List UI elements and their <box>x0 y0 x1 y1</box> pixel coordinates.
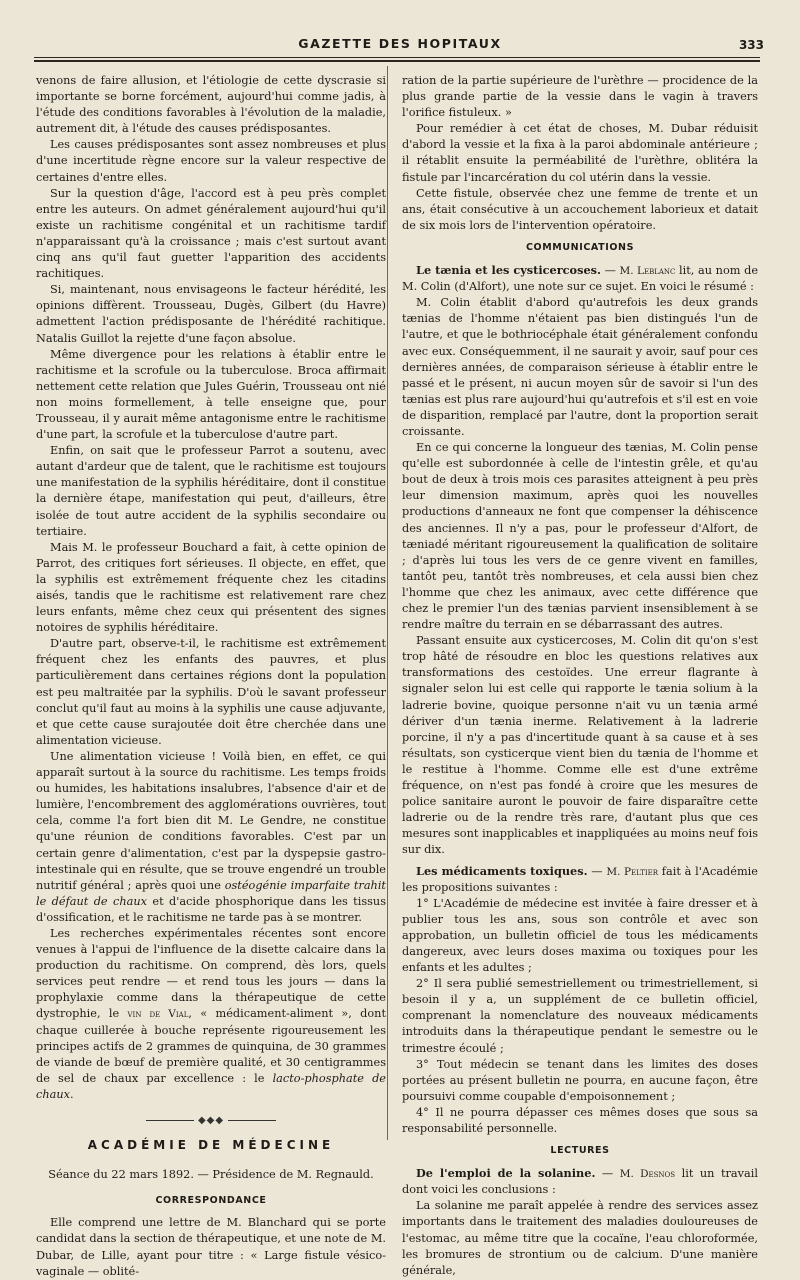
paragraph: De l'emploi de la solanine. — M. Desnos lit un travail dont voici les conclusions : <box>402 1166 758 1197</box>
paragraph <box>36 749 386 926</box>
author-name: M. Peltier <box>606 865 659 878</box>
paragraph: D'autre part, observe-t-il, le rachitisme est extrêmement fréquent chez les enfants des pauvres, et plus particulièrement dans certaines régions dont la population est peu maltraitée par la syphilis. D'où le savant professeur conclut qu'il faut au moins à la syphilis une cause adjuvante, et que cette cause surajoutée doit être cherchée dans une alimentation vicieuse. <box>36 637 386 747</box>
session-line: Séance du 22 mars 1892. — Présidence de M. Regnauld. <box>48 1168 374 1182</box>
paragraph: Le tænia et les cysticercoses. — M. Leblanc lit, au nom de M. Colin (d'Alfort), une note sur ce sujet. En voici le résumé : <box>402 263 759 294</box>
article-title: Les médicaments toxiques. <box>416 863 588 878</box>
smallcaps-run: vin de Vial <box>127 1008 189 1021</box>
paragraph: La solanine me paraît appelée à rendre des services assez importants dans le traitement des maladies douloureuses de l'estomac, au même titre que la cocaïne, l'eau chloroformée, les bromures de strontium ou de calcium. D'une manière générale, <box>402 1199 758 1277</box>
author-name: M. Desnos <box>619 1168 676 1181</box>
paragraph <box>36 926 386 1103</box>
paragraph: Les causes prédisposantes sont assez nombreuses et plus d'une incertitude règne encore sur la valeur respective de certaines d'entre elles. <box>36 138 386 184</box>
section-ornament: ◆◆◆ <box>36 1113 386 1129</box>
text-run: , « médicament-aliment », dont chaque cuillerée à bouche représente rigoureusement les principes actifs de 2 grammes de quinquina, de 30 grammes de viande de bœuf de première qualité, et 30 centigrammes de sel de chaux par excellence : le <box>36 1007 386 1085</box>
text-run: Une alimentation vicieuse ! Voilà bien, en effet, ce qui apparaît surtout à la source du rachitisme. Les temps froids ou humides, les habitations insalubres, l'absence d'air et de lumière, l'encombrement des agglomérations ouvrières, tout cela, comme l'a fort bien dit M. Le Gendre, ne constitue qu'une réunion de conditions favorables. C'est par un certain genre d'alimentation, c'est par la dyspepsie gastro-intestinale qui en résulte, que se trouve engendré un trouble nutritif général ; après quoi une <box>36 749 386 892</box>
article-title: Le tænia et les cysticercoses. <box>416 263 601 278</box>
left-column <box>36 73 386 1280</box>
paragraph: venons de faire allusion, et l'étiologie de cette dyscrasie si importante se borne forcément, aujourd'hui comme jadis, à l'étude des conditions favorables à l'évolution de la maladie, autrement dit, à l'étude des causes prédisposantes. <box>36 74 386 136</box>
paragraph: Elle comprend une lettre de M. Blanchard qui se porte candidat dans la section de thérapeutique, et une note de M. Dubar, de Lille, ayant pour titre : « Large fistule vésico-vaginale — oblité- <box>36 1216 386 1278</box>
academy-title: ACADÉMIE DE MÉDECINE <box>87 1138 335 1153</box>
header-rule-bottom <box>34 60 760 62</box>
paragraph: Pour remédier à cet état de choses, M. Dubar réduisit d'abord la vessie et la fixa à la paroi abdominale antérieure ; il rétablit ensuite la perméabilité de l'urèthre, oblitéra la fistule par l'incarcération du col utérin dans la vessie. <box>402 122 758 184</box>
paragraph: Si, maintenant, nous envisageons le facteur hérédité, les opinions diffèrent. Trousseau, Dugès, Gilbert (du Havre) admettent l'action prédisposante de l'hérédité rachitique. Natalis Guillot la rejette d'une façon absolue. <box>36 283 386 345</box>
running-title: GAZETTE DES HOPITAUX <box>298 36 502 51</box>
article-title: De l'emploi de la solanine. <box>416 1166 596 1181</box>
paragraph: Passant ensuite aux cysticercoses, M. Colin dit qu'on s'est trop hâté de résoudre en bloc les questions relatives aux transformations des cestoïdes. Une erreur flagrante à signaler selon lui est celle qui rapporte le tænia solium à la ladrerie bovine, quoique personne n'ait vu un tænia armé dériver d'un tænia inerme. Relativement à la ladrerie porcine, il n'y a pas d'incertitude quant à sa cause et à ses résultats, son cysticerque vient bien du tænia de l'homme et le restitue à l'homme. Comme elle est d'une extrême fréquence, on n'est pas fondé à croire que les mesures de police sanitaire auront le pouvoir de faire disparaître cette ladrerie ou de la rendre très rare, d'autant plus que ces mesures sont inapplicables et inappliquées au moins neuf fois sur dix. <box>402 634 758 857</box>
text-run: et d'acide phosphorique dans les tissus d'ossification, et le rachitisme ne tarde pas à se montrer. <box>36 894 387 924</box>
communications-heading: COMMUNICATIONS <box>525 241 635 253</box>
paragraph: ration de la partie supérieure de l'urèthre — procidence de la plus grande partie de la vessie dans le vagin à travers l'orifice fistuleux. » <box>402 74 758 120</box>
text-run: lit un travail dont voici les conclusions : <box>402 1167 758 1197</box>
paragraph: Enfin, on sait que le professeur Parrot a soutenu, avec autant d'ardeur que de talent, que le rachitisme est toujours une manifestation de la syphilis héréditaire, dont il constitue la dernière étape, manifestation qui peut, d'ailleurs, être isolée de tout autre accident de la syphilis secondaire ou tertiaire. <box>36 444 386 538</box>
lectures-heading: LECTURES <box>550 1145 610 1157</box>
header-rule-top <box>34 57 760 58</box>
text-run: fait à l'Académie les propositions suivantes : <box>402 864 758 894</box>
paragraph: Les médicaments toxiques. — M. Peltier fait à l'Académie les propositions suivantes : <box>402 863 758 894</box>
page-number: 333 <box>738 38 764 52</box>
paragraph: M. Colin établit d'abord qu'autrefois les deux grands tænias de l'homme n'étaient pas bien distingués l'un de l'autre, et que le bothriocéphale était généralement confondu avec eux. Conséquemment, il ne saurait y avoir, sauf pour ces dernières années, de comparaison sérieuse à établir entre le passé et le présent, ni aucun moyen sûr de savoir si l'un des tænias est plus rare aujourd'hui qu'autrefois et s'il est en voie de disparition, remplacé par l'autre, dont la proportion serait croissante. <box>402 296 758 438</box>
italic-run: ostéogénie imparfaite trahit le défaut de chaux <box>36 878 386 908</box>
paragraph: Cette fistule, observée chez une femme de trente et un ans, était consécutive à un accouchement laborieux et datait de six mois lors de l'intervention opératoire. <box>402 186 758 232</box>
list-item: 3° Tout médecin se tenant dans les limites des doses portées au présent bulletin ne pourra, en aucune façon, être poursuivi comme coupable d'empoisonnement ; <box>402 1057 758 1103</box>
text-run: Les recherches expérimentales récentes sont encore venues à l'appui de l'influence de la disette calcaire dans la production du rachitisme. On comprend, dès lors, quels services peut rendre — et rend tous les jours — dans la prophylaxie comme dans la thérapeutique de cette dystrophie, le <box>36 926 386 1021</box>
paragraph: Mais M. le professeur Bouchard a fait, à cette opinion de Parrot, des critiques fort sérieuses. Il objecte, en effet, que la syphilis est extrêmement fréquente chez les citadins aisés, tandis que le rachitisme est relativement rare chez leurs enfants, même chez ceux qui présentent des signes notoires de syphilis héréditaire. <box>36 540 386 635</box>
text-run: . <box>70 1087 74 1101</box>
correspondance-heading: CORRESPONDANCE <box>155 1195 267 1207</box>
paragraph: En ce qui concerne la longueur des tænias, M. Colin pense qu'elle est subordonnée à celle de l'intestin grêle, et qu'au bout de deux à trois mois ces parasites atteignent à peu près leur dimension maximum, après quoi les nouvelles productions d'anneaux ne font que compenser la déhiscence des anciennes. Il n'y a pas, pour le professeur d'Alfort, de tæniadé méritant rigoureusement la qualification de solitaire ; d'après lui tous les vers de ce genre vivent en familles, tantôt peu, tantôt très nombreuses, et cela aussi bien chez l'homme que chez les animaux, avec cette différence que chez le premier l'un des tænias parvient insensiblement à se rendre maître du terrain en se débarrassant des autres. <box>402 441 758 632</box>
list-item: 1° L'Académie de médecine est invitée à faire dresser et à publier tous les ans, sous son contrôle et avec son approbation, un bulletin officiel de tous les médicaments dangereux, avec leurs doses maxima ou toxiques pour les enfants et les adultes ; <box>402 896 758 975</box>
text-run: lit, au nom de M. Colin (d'Alfort), une note sur ce sujet. En voici le résumé : <box>402 264 759 294</box>
author-name: M. Leblanc <box>619 265 676 278</box>
italic-run: lacto-phosphate de chaux <box>36 1071 386 1101</box>
column-divider <box>387 66 388 1140</box>
list-item: 2° Il sera publié semestriellement ou trimestriellement, si besoin il y a, un supplément de ce bulletin officiel, comprenant la nomenclature des nouveaux médicaments introduits dans la thérapeutique pendant le semestre ou le trimestre écoulé ; <box>402 977 758 1055</box>
right-column <box>402 73 758 1279</box>
paragraph: Sur la question d'âge, l'accord est à peu près complet entre les auteurs. On admet généralement aujourd'hui qu'il existe un rachitisme congénital et un rachitisme tardif n'apparaissant qu'à la croissance ; mais c'est surtout avant cinq ans qu'il faut guetter l'apparition des accidents rachitiques. <box>36 186 386 281</box>
paragraph: Même divergence pour les relations à établir entre le rachitisme et la scrofule ou la tuberculose. Broca affirmait nettement cette relation que Jules Guérin, Trousseau ont nié non moins formellement, à telle enseigne que, pour Trousseau, il y aurait même antagonisme entre le rachitisme d'une part, la scrofule et la tuberculose d'autre part. <box>36 347 386 442</box>
list-item: 4° Il ne pourra dépasser ces mêmes doses que sous sa responsabilité personnelle. <box>402 1105 758 1135</box>
